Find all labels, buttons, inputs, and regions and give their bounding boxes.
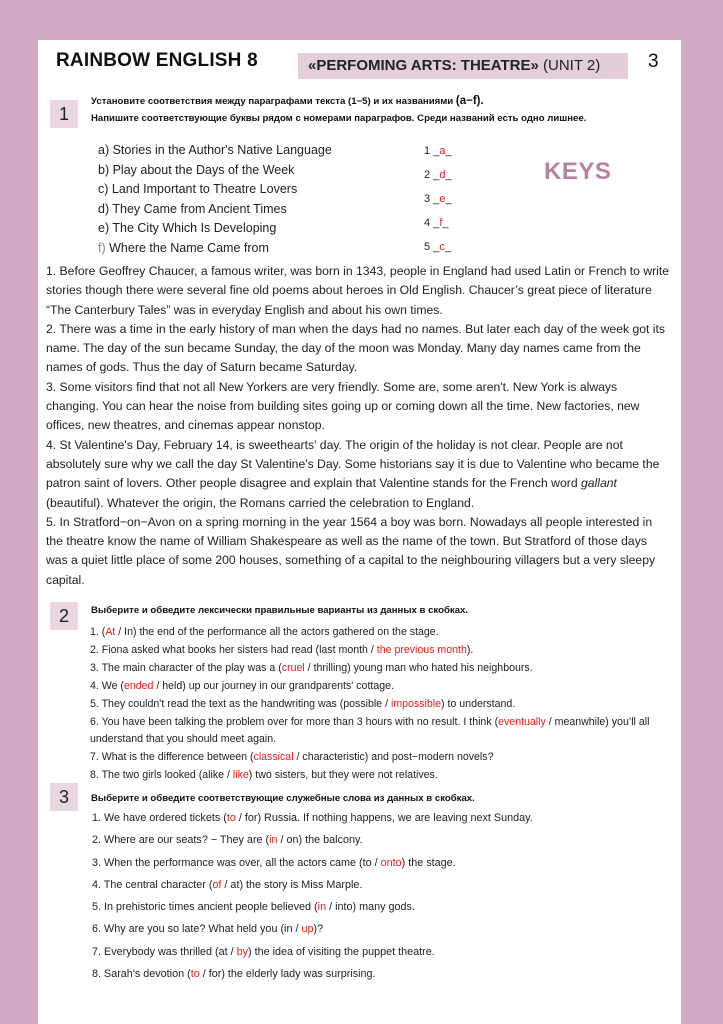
ex3-item-8: 8. Sarah's devotion (to / for) the elderly lady was surprising. [92,968,376,981]
option-a: a) Stories in the Author's Native Language [98,143,332,157]
ex2-item-2: 2. Fiona asked what books her sisters had read (last month / the previous month). [90,643,474,656]
ex2-item-8: 8. The two girls looked (alike / like) two sisters, but they were not relatives. [90,769,438,782]
option-b: b) Play about the Days of the Week [98,162,295,177]
answer-list [424,139,452,259]
paragraph-4: 4. St Valentine's Day, February 14, is sweethearts' day. The origin of the holiday is not clear. People are not absolutely sure why we call the day St Valentine's Day. Some historians say it is due to Valentine who became the patron saint of lovers. Other people disagree and explain that Valentine stands for the French word gallant (beautiful). Whatever the origin, the Romans carried the celebration to England. [46,437,660,510]
unit-title: «PERFOMING ARTS: THEATRE» [308,57,539,74]
ex2-item-5: 5. They couldn't read the text as the handwriting was (possible / impossible) to understand. [90,697,516,710]
option-e: e) The City Which Is Developing [98,221,277,235]
exercise-3-instruction: Выберите и обведите соответствующие служебные слова из данных в скобках. [91,793,475,804]
option-c: c) Land Important to Theatre Lovers [98,182,298,196]
ex2-item-3: 3. The main character of the play was a (cruel / thrilling) young man who hated his neighbours. [90,661,533,674]
ex2-item-1: 1. (At / In) the end of the performance all the actors gathered on the stage. [90,626,439,638]
instruction-range: (a−f). [455,95,484,107]
paragraph-3: 3. Some visitors find that not all New Yorkers are very friendly. Some are, some aren't. New York is always changing. You can hear the noise from building sites going up or coming down all the time. New factories, new offices, new theatres, and cinemas appear nonstop. [46,379,640,433]
answer-2: 2 _d_ [424,169,452,181]
answer-1: 1 _a_ [424,145,452,157]
exercise-2-number: 2 [50,602,78,630]
ex2-item-7: 7. What is the difference between (classical / characteristic) and post−modern novels? [90,751,494,764]
ex3-item-7: 7. Everybody was thrilled (at / by) the idea of visiting the puppet theatre. [92,945,435,958]
keys-label: KEYS [544,158,612,185]
option-d: d) They Came from Ancient Times [98,201,287,216]
option-f: f) Where the Name Came from [98,240,269,255]
paragraph-1: 1. Before Geoffrey Chaucer, a famous writer, was born in 1343, people in England had used Latin or French to write stories though there were several fine old poems about heroes in Old English. Chaucer’s great piece of literature “The Canterbury Tales” was in everyday English and about his own times. [46,264,670,317]
exercise-2-instruction: Выберите и обведите лексически правильные варианты из данных в скобках. [91,605,469,616]
answer-4: 4 _f_ [424,217,449,229]
exercise-1-number: 1 [50,100,78,128]
exercise-3-items [92,807,677,985]
unit-label: (UNIT 2) [538,57,601,74]
page-title: RAINBOW ENGLISH 8 [56,50,258,71]
page-number: 3 [648,51,659,72]
paragraph-2: 2. There was a time in the early history of man when the days had no names. But later each day of the week got its name. The day of the sun became Sunday, the day of the moon was Monday. Many day names came from the names of gods. Thus the day of Saturn became Saturday. [46,321,665,375]
ex3-item-4: 4. The central character (of / at) the story is Miss Marple. [92,878,363,891]
reading-text [46,262,671,590]
unit-banner [298,53,628,79]
ex2-item-4: 4. We (ended / held) up our journey in our grandparents' cottage. [90,679,394,692]
title-options-list [98,141,332,258]
exercise-3-number: 3 [50,783,78,811]
ex2-item-6: 6. You have been talking the problem over for more than 3 hours with no result. I think (eventually / meanwhile) you’ll all understand that you should meet again. [90,715,650,746]
ex3-item-2: 2. Where are our seats? − They are (in / on) the balcony. [92,834,363,847]
answer-5: 5 _c_ [424,241,451,253]
worksheet-page [38,40,681,1024]
exercise-1-instruction [91,93,676,127]
paragraph-5: 5. In Stratford−on−Avon on a spring morning in the year 1564 a boy was born. Nowadays all people interested in the theatre know the name of William Shakespeare as well as the name of the town. But Stratford of those days was a quiet little place of some 200 houses, something of a capital to the neighbouring villagers but a very sleepy capital. [46,514,656,587]
ex3-item-1: 1. We have ordered tickets (to / for) Russia. If nothing happens, we are leaving next Sunday. [92,812,533,824]
exercise-2-items [90,624,675,785]
ex3-item-6: 6. Why are you so late? What held you (in / up)? [92,923,324,936]
answer-3: 3 _e_ [424,193,452,205]
instruction-line-1: Установите соответствия между параграфами текста (1−5) и их названиями [91,96,454,107]
instruction-line-2: Напишите соответствующие буквы рядом с номерами параграфов. Среди названий есть одно лишнее. [91,113,587,124]
ex3-item-5: 5. In prehistoric times ancient people believed (in / into) many gods. [92,901,415,914]
ex3-item-3: 3. When the performance was over, all the actors came (to / onto) the stage. [92,856,456,869]
